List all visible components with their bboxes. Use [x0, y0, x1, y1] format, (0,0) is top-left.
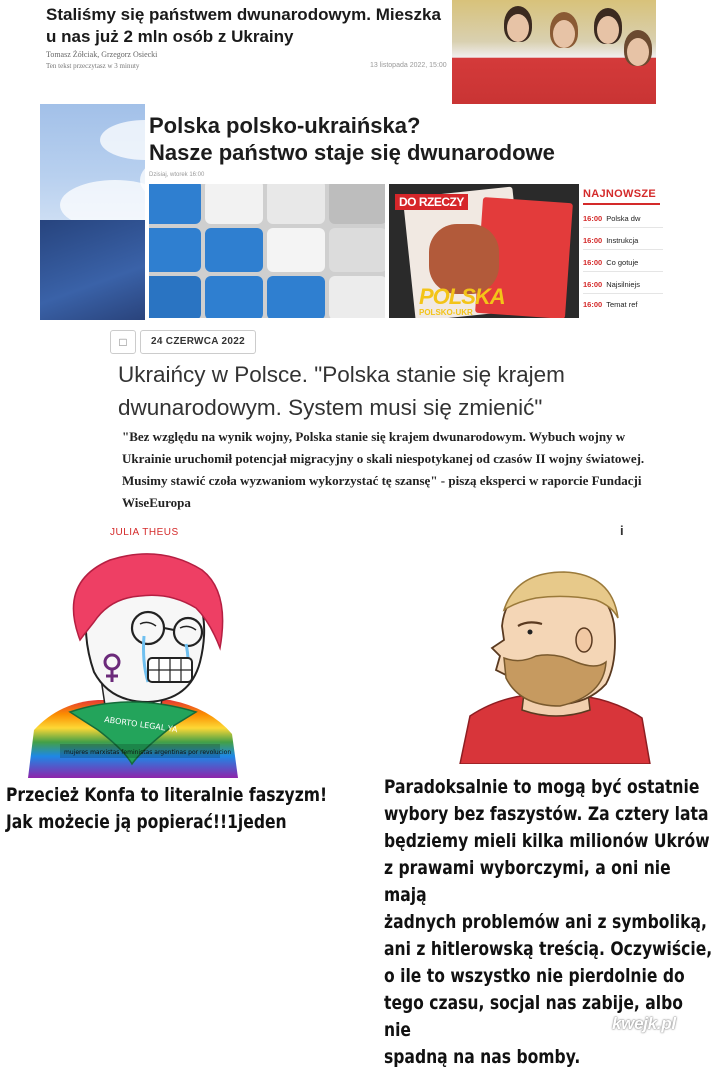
latest-news-item[interactable]: 16:00 Temat ref: [583, 300, 638, 309]
article-2-date: Dzisiaj, wtorek 16:00: [149, 172, 205, 178]
crying-soyjak-drawing: [20, 552, 240, 778]
yes-chad-drawing: [456, 566, 652, 764]
left-caption-line: Jak możecie ją popierać!!1jeden: [6, 811, 287, 833]
latest-news-item[interactable]: 16:00 Polska dw: [583, 214, 663, 228]
article-3-lead: "Bez względu na wynik wojny, Polska stanie się krajem dwunarodowym. Wybuch wojny w Ukrainie uruchomił potencjał migracyjny o skali niespotykanej od czasów II wojny światowej. Musimy stawić czoła wyzwaniom wykorzystać tę szansę" - piszą eksperci w raporcie Fundacji WiseEuropa: [122, 429, 645, 510]
article-2-title-line1: Polska polsko-ukraińska?: [149, 113, 421, 138]
article-3-title-line1: Ukraińcy w Polsce. "Polska stanie się krajem: [118, 362, 565, 387]
right-caption-line: wybory bez faszystów. Za cztery lata: [384, 803, 709, 825]
article-3-title-line2: dwunarodowym. System musi się zmienić": [118, 395, 543, 420]
article-1-read-note: Ten tekst przeczytasz w 3 minuty: [46, 62, 140, 70]
right-caption-line: Paradoksalnie to mogą być ostatnie: [384, 776, 700, 798]
article-3-author[interactable]: JULIA THEUS: [110, 527, 179, 538]
article-clipping-3: [104, 322, 664, 544]
puzzle-image: [149, 184, 385, 318]
magazine-label: DO RZECZY: [395, 194, 468, 210]
info-icon[interactable]: i: [620, 523, 624, 538]
right-caption-line: ani z hitlerowską treścią. Oczywiście,: [384, 938, 713, 960]
magazine-headline: POLSKA: [419, 284, 505, 309]
flag-photo: [40, 220, 150, 320]
right-caption-line: o ile to wszystko nie pierdolnie do: [384, 965, 685, 987]
article-3-date-badge: 24 CZERWCA 2022: [140, 330, 256, 354]
latest-news-item[interactable]: 16:00 Najsilniejs: [583, 280, 663, 294]
crowd-photo: [452, 0, 656, 104]
article-1-title[interactable]: Staliśmy się państwem dwunarodowym. Mieszka u nas już 2 mln osób z Ukrainy: [46, 5, 441, 46]
left-caption-line: Przecież Konfa to literalnie faszyzm!: [6, 784, 328, 806]
latest-news-divider: [583, 203, 660, 205]
article-2-title-line2: Nasze państwo staje się dwunarodowe: [149, 140, 555, 165]
latest-news-item[interactable]: 16:00 Instrukcja: [583, 236, 663, 250]
watermark-logo: kwejk.pl: [612, 1014, 676, 1033]
latest-news-item[interactable]: 16:00 Co gotuje: [583, 258, 663, 272]
bandana-text: ABORTO LEGAL YA: [103, 715, 179, 735]
article-1-date: 13 listopada 2022, 15:00: [370, 62, 447, 69]
article-2-title[interactable]: [149, 112, 659, 166]
magazine-cover-image: [389, 184, 579, 318]
latest-news-sidebar: [579, 184, 660, 318]
right-caption-line: spadną na nas bomby.: [384, 1046, 581, 1068]
left-caption: [6, 782, 350, 836]
bookmark-icon[interactable]: □: [110, 330, 136, 354]
right-caption-line: tego czasu, socjal nas zabije, albo nie: [384, 992, 683, 1041]
magazine-subline: POLSKO-UKR: [419, 308, 473, 317]
latest-news-heading: NAJNOWSZE: [583, 188, 656, 200]
article-clipping-2: [145, 104, 660, 320]
article-clipping-1: [40, 0, 656, 104]
right-caption-line: będziemy mieli kilka milionów Ukrów: [384, 830, 710, 852]
article-1-authors: Tomasz Żółciak, Grzegorz Osiecki: [46, 50, 158, 59]
shirt-text: mujeres marxistas feministas argentinas por revolucion: [64, 749, 232, 756]
article-3-title[interactable]: [118, 358, 664, 424]
right-caption-line: żadnych problemów ani z symboliką,: [384, 911, 707, 933]
right-caption-line: z prawami wyborczymi, a oni nie mają: [384, 857, 671, 906]
